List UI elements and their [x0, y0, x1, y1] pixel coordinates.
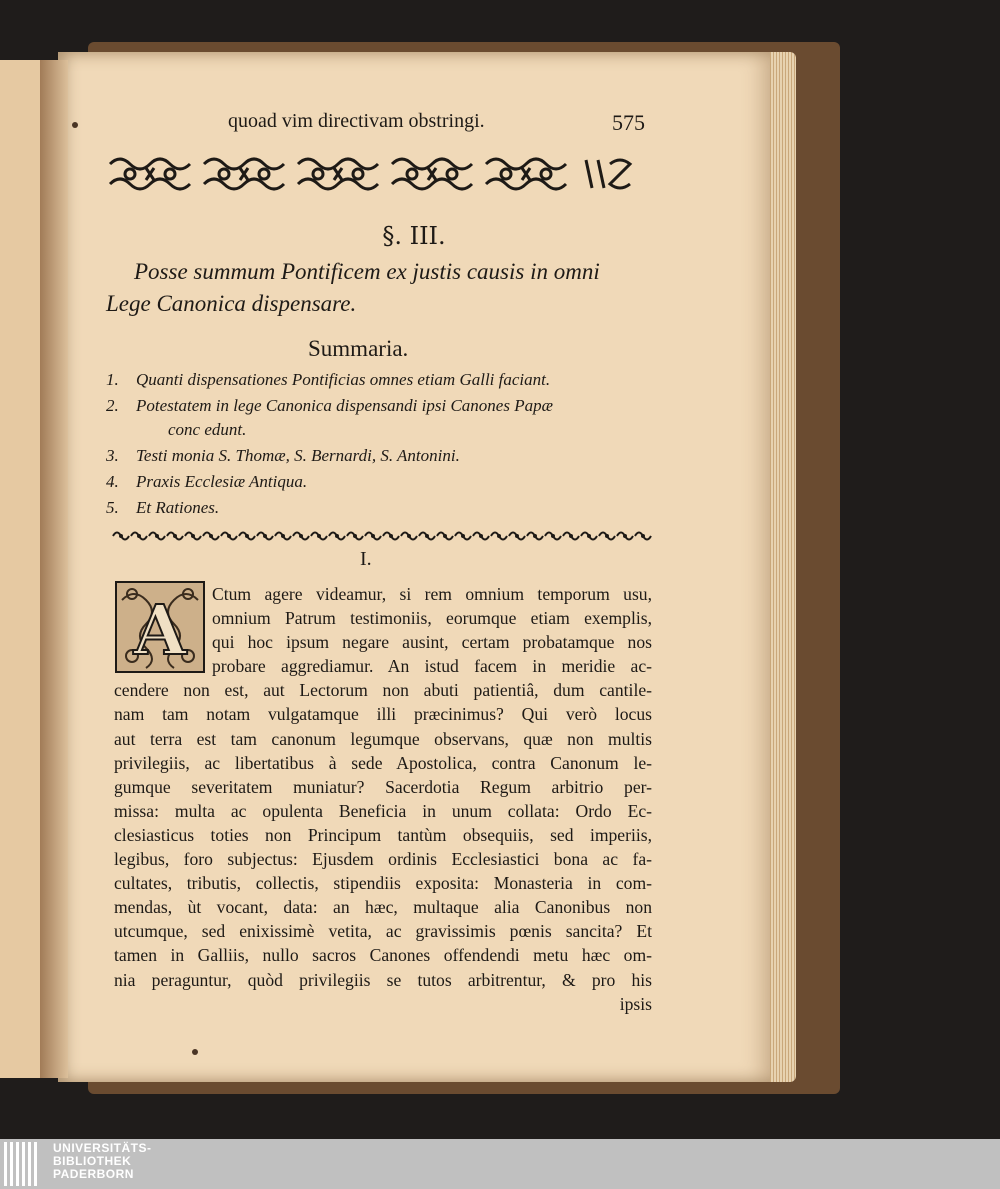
summaria-heading: Summaria.	[308, 336, 409, 361]
section-number: §. III.	[382, 222, 446, 250]
list-item	[106, 496, 654, 520]
text-line: cultates, tributis, collectis, stipendiis exposita: Monasteria in com-	[114, 873, 652, 894]
text-line: Ctum agere videamur, si rem omnium temporum usu,	[212, 584, 652, 604]
text-line: gumque severitatem muniatur? Sacerdotia Regum arbitrio per-	[114, 776, 652, 797]
text-line: missa: multa ac opulenta Beneficia in unum collata: Ordo Ec-	[114, 800, 652, 821]
title-line-1: Posse summum Pontificem ex justis causis in omni	[134, 259, 600, 284]
text-line: omnium Patrum testimoniis, eorumque etiam exemplis,	[212, 608, 652, 629]
body-text	[114, 582, 652, 1016]
paragraph-numeral: I.	[360, 548, 372, 570]
divider-ornament	[112, 528, 652, 544]
running-head: quoad vim directivam obstringi.	[228, 110, 485, 132]
logo-line-1: UNIVERSITÄTS-	[53, 1141, 152, 1155]
page-speck	[72, 122, 78, 128]
item-number: 1.	[106, 370, 119, 389]
svg-text:A: A	[133, 591, 187, 671]
list-item	[106, 444, 654, 468]
title-line-2: Lege Canonica dispensare.	[106, 291, 357, 316]
list-item	[106, 394, 654, 442]
library-logo-icon	[4, 1142, 44, 1186]
item-number: 4.	[106, 472, 119, 491]
item-text: Potestatem in lege Canonica dispensandi ipsi Canones Papæ	[136, 396, 553, 415]
list-item	[106, 368, 654, 392]
catchword: ipsis	[619, 993, 652, 1014]
item-number: 3.	[106, 446, 119, 465]
text-line: aut terra est tam canonum legumque observans, quæ non multis	[114, 728, 652, 749]
text-line: mendas, ùt vocant, data: an hæc, multaque alia Canonibus non	[114, 897, 652, 918]
text-line: privilegiis, ac libertatibus à sede Apostolica, contra Canonum le-	[114, 752, 652, 773]
section-title	[106, 256, 652, 320]
item-text: Quanti dispensationes Pontificias omnes etiam Galli faciant.	[136, 370, 551, 389]
page-number: 575	[612, 110, 645, 135]
text-line: probare aggrediamur. An istud facem in meridie ac-	[212, 656, 652, 677]
list-item	[106, 470, 654, 494]
item-text-continuation: conc edunt.	[168, 420, 247, 439]
summary-list	[106, 368, 654, 522]
logo-line-3: PADERBORN	[53, 1167, 134, 1181]
text-line: nam tam notam vulgatamque illi præcinimus? Qui verò locus	[114, 704, 652, 725]
item-text: Praxis Ecclesiæ Antiqua.	[136, 472, 308, 491]
item-number: 2.	[106, 396, 119, 415]
library-logo-text	[53, 1142, 152, 1181]
text-line: clesiasticus toties non Principum tantùm obsequiis, sed imperiis,	[114, 824, 652, 845]
logo-line-2: BIBLIOTHEK	[53, 1154, 132, 1168]
text-line: utcumque, sed enixissimè vetita, ac gravissimis pœnis sancita? Et	[114, 921, 652, 942]
text-line: cendere non est, aut Lectorum non abuti patientiâ, dum cantile-	[114, 680, 652, 701]
item-number: 5.	[106, 498, 119, 517]
text-line: nia peraguntur, quòd privilegiis se tutos arbitrentur, & pro his	[114, 969, 652, 990]
item-text: Et Rationes.	[136, 498, 220, 517]
item-text: Testi monia S. Thomæ, S. Bernardi, S. Antonini.	[136, 446, 460, 465]
text-line: legibus, foro subjectus: Ejusdem ordinis Ecclesiastici bona ac fa-	[114, 849, 652, 870]
page-speck	[192, 1049, 198, 1055]
footer-bar	[0, 1139, 1000, 1189]
text-line: qui hoc ipsum negare ausint, certam probatamque nos	[212, 632, 652, 653]
text-line: tamen in Galliis, nullo sacros Canones offendendi metu hæc om-	[114, 945, 652, 966]
